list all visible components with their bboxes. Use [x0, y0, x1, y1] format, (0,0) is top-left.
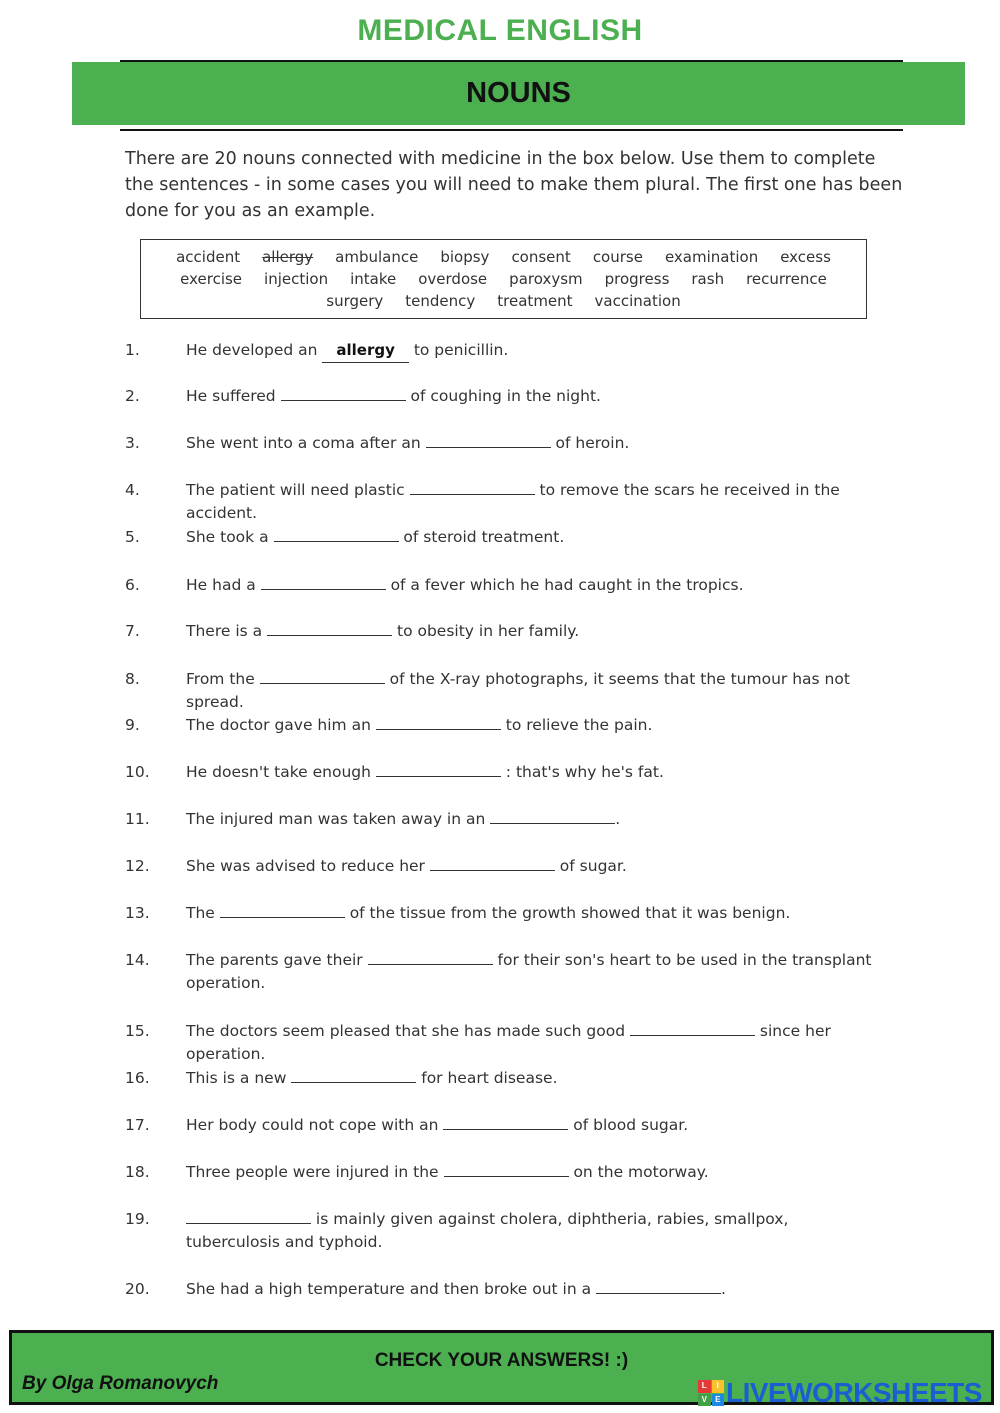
question-number: 4. [125, 481, 140, 499]
question-number: 2. [125, 387, 140, 405]
answer-blank[interactable] [426, 432, 551, 448]
question-text: This is a new for heart disease. [186, 1069, 558, 1087]
question-number: 17. [125, 1116, 150, 1134]
question-number: 9. [125, 716, 140, 734]
question-item [125, 574, 885, 597]
question-text: The doctor gave him an to relieve the pain. [186, 716, 653, 734]
question-text: The of the tissue from the growth showed that it was benign. [186, 904, 791, 922]
answer-blank[interactable] [186, 1208, 311, 1224]
question-item [125, 620, 885, 643]
liveworksheets-logo [698, 1378, 982, 1408]
answer-field[interactable]: allergy [322, 339, 409, 363]
answer-blank[interactable] [443, 1114, 568, 1130]
word-box-word: accident [176, 248, 241, 266]
word-box-word: rash [691, 270, 725, 288]
word-box-word: surgery [326, 292, 384, 310]
question-number: 5. [125, 528, 140, 546]
question-item [125, 526, 885, 549]
word-box-word: course [592, 248, 643, 266]
word-box-word: overdose [418, 270, 488, 288]
question-text: He had a of a fever which he had caught in the tropics. [186, 576, 744, 594]
question-number: 12. [125, 857, 150, 875]
question-text: The parents gave their for their son's heart to be used in the transplant operation. [186, 951, 872, 992]
instructions: There are 20 nouns connected with medicine in the box below. Use them to complete the sentences - in some cases you will need to make them plural. The first one has been done for you as an example. [125, 149, 903, 221]
answer-blank[interactable] [261, 574, 386, 590]
check-answers-button[interactable]: CHECK YOUR ANSWERS! :) [374, 1350, 629, 1371]
logo-tile: I [712, 1380, 725, 1393]
answer-blank[interactable] [267, 620, 392, 636]
word-box-word: examination [664, 248, 759, 266]
question-text: The patient will need plastic to remove the scars he received in the accident. [186, 481, 840, 522]
answer-blank[interactable] [220, 902, 345, 918]
word-box-word: injection [264, 270, 329, 288]
question-item [125, 339, 885, 363]
question-text: She took a of steroid treatment. [186, 528, 565, 546]
question-text: He doesn't take enough : that's why he's fat. [186, 763, 664, 781]
question-item [125, 1278, 885, 1301]
word-box-row [141, 268, 866, 290]
word-box-word: allergy [262, 248, 314, 266]
question-text: There is a to obesity in her family. [186, 622, 580, 640]
word-box-word: excess [780, 248, 831, 266]
word-box-row [141, 290, 866, 312]
brand-name: LIVEWORKSHEETS [726, 1377, 982, 1408]
question-number: 20. [125, 1280, 150, 1298]
question-item [125, 949, 885, 995]
question-item [125, 1208, 885, 1254]
word-box-word: vaccination [594, 292, 681, 310]
question-number: 10. [125, 763, 150, 781]
question-text: is mainly given against cholera, diphtheria, rabies, smallpox, tuberculosis and typhoid. [186, 1210, 789, 1251]
question-text: She went into a coma after an of heroin. [186, 434, 630, 452]
question-number: 19. [125, 1210, 150, 1228]
answer-blank[interactable] [274, 526, 399, 542]
question-text: He suffered of coughing in the night. [186, 387, 601, 405]
question-number: 3. [125, 434, 140, 452]
word-box-word: recurrence [746, 270, 827, 288]
question-item [125, 855, 885, 878]
question-text: She was advised to reduce her of sugar. [186, 857, 627, 875]
question-item [125, 1067, 885, 1090]
question-item [125, 1020, 885, 1066]
question-item [125, 902, 885, 925]
author-credit: By Olga Romanovych [22, 1373, 219, 1394]
question-text: Her body could not cope with an of blood sugar. [186, 1116, 689, 1134]
question-number: 11. [125, 810, 150, 828]
question-item [125, 668, 885, 714]
question-item [125, 808, 885, 831]
answer-blank[interactable] [444, 1161, 569, 1177]
question-item [125, 714, 885, 737]
answer-blank[interactable] [368, 949, 493, 965]
word-box-word: progress [604, 270, 670, 288]
word-box-word: intake [350, 270, 397, 288]
answer-blank[interactable] [260, 668, 385, 684]
answer-blank[interactable] [410, 479, 535, 495]
page-title: MEDICAL ENGLISH [357, 14, 643, 47]
word-box-word: consent [511, 248, 571, 266]
logo-tile: E [712, 1394, 725, 1407]
question-text: From the of the X-ray photographs, it seems that the tumour has not spread. [186, 670, 850, 711]
logo-tile: L [698, 1380, 711, 1393]
answer-blank[interactable] [490, 808, 615, 824]
answer-blank[interactable] [376, 714, 501, 730]
word-box [140, 239, 867, 319]
answer-blank[interactable] [291, 1067, 416, 1083]
answer-blank[interactable] [376, 761, 501, 777]
question-number: 16. [125, 1069, 150, 1087]
logo-tile: V [698, 1394, 711, 1407]
word-box-word: treatment [497, 292, 573, 310]
question-item [125, 1114, 885, 1137]
question-text: The injured man was taken away in an . [186, 810, 621, 828]
word-box-word: tendency [405, 292, 476, 310]
question-item [125, 479, 885, 525]
question-item [125, 432, 885, 455]
question-item [125, 1161, 885, 1184]
question-number: 8. [125, 670, 140, 688]
bottom-divider [120, 129, 903, 131]
word-box-word: biopsy [440, 248, 490, 266]
section-title: NOUNS [466, 77, 571, 109]
question-item [125, 761, 885, 784]
word-box-row [141, 246, 866, 268]
question-number: 6. [125, 576, 140, 594]
question-number: 15. [125, 1022, 150, 1040]
word-box-word: ambulance [335, 248, 419, 266]
question-item [125, 385, 885, 408]
question-number: 1. [125, 341, 140, 359]
answer-blank[interactable] [630, 1020, 755, 1036]
question-number: 14. [125, 951, 150, 969]
answer-blank[interactable] [596, 1278, 721, 1294]
word-box-word: paroxysm [509, 270, 583, 288]
answer-blank[interactable] [430, 855, 555, 871]
question-text: He developed an allergy to penicillin. [186, 339, 885, 363]
question-number: 13. [125, 904, 150, 922]
word-box-word: exercise [180, 270, 243, 288]
question-text: Three people were injured in the on the motorway. [186, 1163, 709, 1181]
section-banner [72, 62, 965, 125]
question-text: The doctors seem pleased that she has made such good since her operation. [186, 1022, 831, 1063]
answer-blank[interactable] [281, 385, 406, 401]
question-number: 7. [125, 622, 140, 640]
question-number: 18. [125, 1163, 150, 1181]
question-text: She had a high temperature and then broke out in a . [186, 1280, 726, 1298]
liveworksheets-icon [698, 1380, 724, 1406]
